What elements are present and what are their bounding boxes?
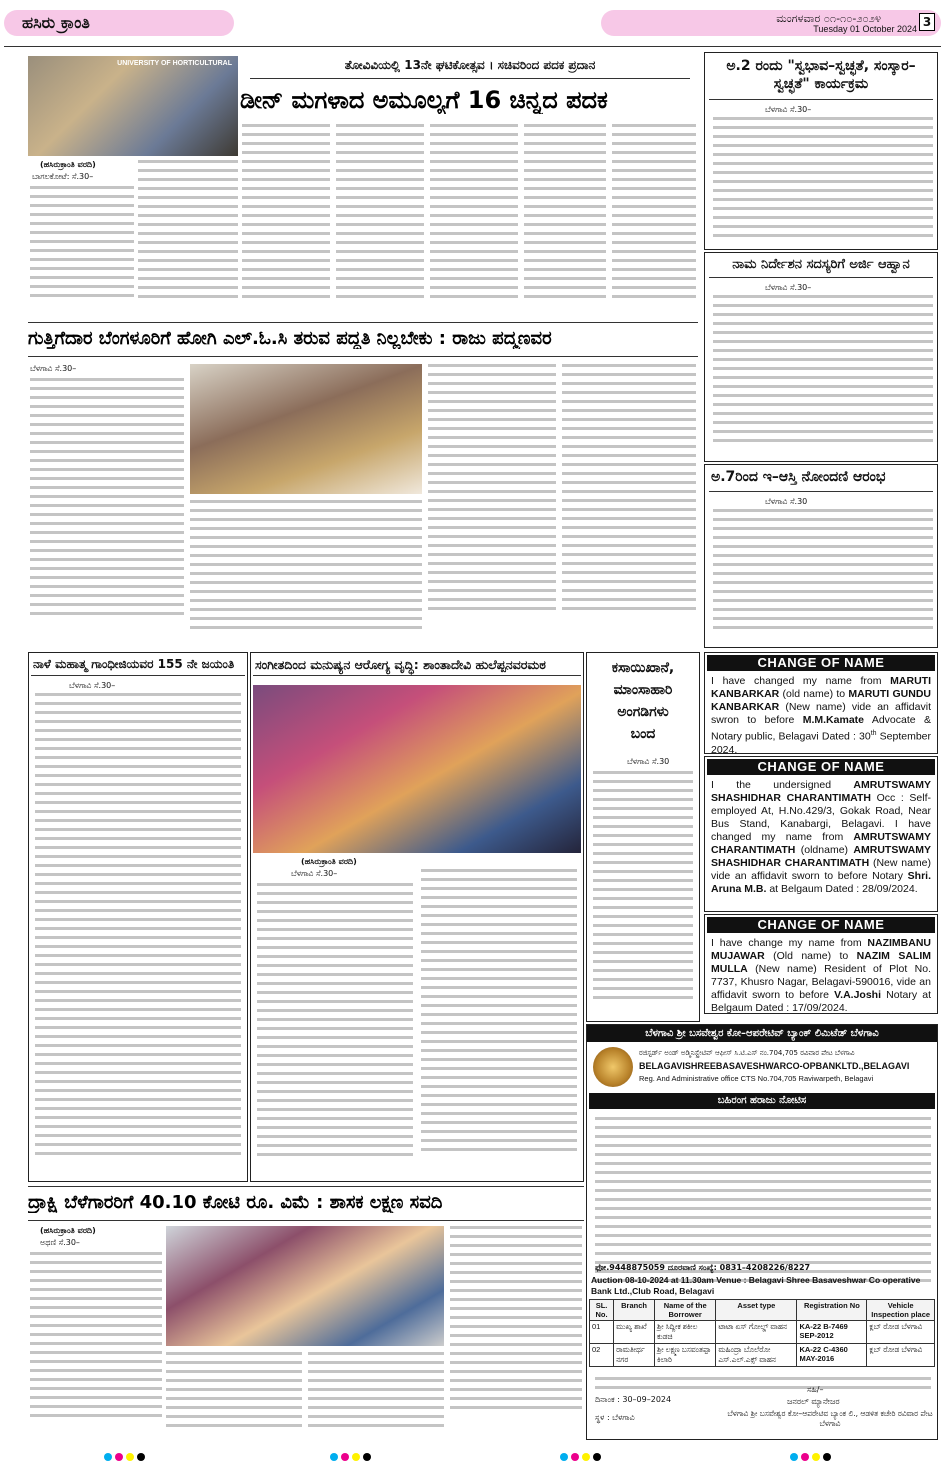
bank-reg-en: Reg. And Administrative office CTS No.704,705 Raviwarpeth, Belagavi bbox=[639, 1074, 874, 1083]
story9-column-3 bbox=[308, 1352, 444, 1434]
header-rule bbox=[4, 46, 941, 47]
notice-3-title: CHANGE OF NAME bbox=[707, 917, 935, 933]
magenta-dot bbox=[571, 1453, 579, 1461]
story8-box bbox=[586, 652, 700, 1022]
table-row bbox=[590, 1344, 935, 1367]
notice-1-old-name: MARUTI KANBARKAR bbox=[711, 675, 931, 700]
yellow-dot bbox=[126, 1453, 134, 1461]
registration-marks-3 bbox=[560, 1446, 604, 1465]
story3-body bbox=[713, 295, 933, 448]
story8-dateline: ಬೆಳಗಾವಿ ಸೆ.30 bbox=[627, 757, 670, 766]
story9-credit: (ಹಸಿರುಕ್ರಾಂತಿ ವರದಿ) bbox=[40, 1226, 96, 1235]
auction-table-header bbox=[590, 1300, 935, 1321]
story8-body bbox=[593, 771, 693, 1005]
notice-2-text-part: (oldname) bbox=[795, 844, 854, 856]
table-row bbox=[590, 1321, 935, 1344]
notice-1-text-part: (New name) vide an affidavit swron to before bbox=[711, 701, 931, 726]
yellow-dot bbox=[352, 1453, 360, 1461]
bank-notice-title: ಬಹಿರಂಗ ಹರಾಜು ನೋಟಿಸ bbox=[589, 1093, 935, 1109]
story8-headline bbox=[587, 653, 699, 749]
notice-2-text-part: (New name) vide an affidavit sworn to before Notary bbox=[711, 857, 931, 882]
table-cell: ಮುಖ್ಯ ಶಾಖೆ bbox=[614, 1321, 655, 1344]
table-cell: KA-22 B-7469 SEP-2012 bbox=[797, 1321, 867, 1344]
auction-table-wrap bbox=[589, 1299, 935, 1367]
story6-body bbox=[35, 693, 241, 1161]
story8-headline-line2: ಮಾಂಸಾಹಾರಿ bbox=[613, 682, 673, 698]
seminar-photo bbox=[190, 364, 422, 494]
story4-dateline: ಬೆಳಗಾವಿ ಸೆ.30– bbox=[30, 364, 77, 373]
story4-bottom-rule bbox=[28, 356, 698, 357]
notice-1-text-part: I have changed my name from bbox=[711, 675, 891, 687]
registration-marks-2 bbox=[330, 1446, 374, 1465]
story3-rule bbox=[709, 277, 933, 278]
story7-box bbox=[250, 652, 584, 1182]
table-cell: ಶ್ರೀ ಸಿದ್ದೀಕ ಶಕೀಲ ಕುಡಚಿ bbox=[655, 1321, 716, 1344]
notice-2-text-part: I the undersigned bbox=[711, 779, 854, 791]
notice-2-old-name: AMRUTSWAMY CHARANTIMATH bbox=[711, 831, 931, 856]
bank-contact: ಫೋ.9448875059 ದೂರವಾಣಿ ಸಂಖ್ಯೆ: 0831–4208226/8227 bbox=[595, 1263, 811, 1272]
photo-banner-text: UNIVERSITY OF HORTICULTURAL bbox=[117, 60, 232, 67]
story7-rule bbox=[253, 675, 581, 676]
story9-top-rule bbox=[28, 1186, 584, 1187]
table-cell: 02 bbox=[590, 1344, 614, 1367]
bank-title-en: BELAGAVISHREEBASAVESHWARCO-OPBANKLTD.,BELAGAVI bbox=[639, 1061, 910, 1071]
col-inspection: Vehicle Inspection place bbox=[867, 1300, 935, 1321]
music-event-photo bbox=[253, 685, 581, 853]
bank-notice-date: ದಿನಾಂಕ : 30–09–2024 bbox=[595, 1395, 672, 1404]
registration-marks-1 bbox=[104, 1446, 148, 1465]
page-number: 3 bbox=[919, 13, 935, 31]
bank-notice-place: ಸ್ಥಳ : ಬೆಳಗಾವಿ bbox=[595, 1413, 635, 1422]
story7-column-2 bbox=[421, 869, 577, 1157]
notice-1-text bbox=[705, 673, 937, 759]
col-registration: Registration No bbox=[797, 1300, 867, 1321]
story9-column-2 bbox=[166, 1352, 302, 1434]
story1-column-4 bbox=[336, 124, 424, 316]
magenta-dot bbox=[341, 1453, 349, 1461]
bank-notice-footer-text bbox=[595, 1377, 931, 1395]
masthead bbox=[4, 4, 941, 44]
notice-1-title: CHANGE OF NAME bbox=[707, 655, 935, 671]
story3-headline: ನಾಮ ನಿರ್ದೇಶನ ಸದಸ್ಯರಿಗೆ ಅರ್ಜಿ ಆಹ್ವಾನ bbox=[732, 257, 910, 272]
story1-column-1 bbox=[30, 186, 134, 316]
story9-column-4 bbox=[450, 1226, 582, 1434]
story2-body bbox=[713, 117, 933, 243]
story4-column-1 bbox=[30, 378, 184, 646]
paper-name: ಹಸಿರು ಕ್ರಾಂತಿ bbox=[22, 13, 90, 32]
story8-headline-line4: ಬಂದ bbox=[630, 726, 656, 742]
date-kannada: ಮಂಗಳವಾರ ೦೧-೧೦-೨೦೨೪ bbox=[776, 12, 881, 25]
story4-headline: ಗುತ್ತಿಗೆದಾರ ಬೆಂಗಳೂರಿಗೆ ಹೋಗಿ ಎಲ್.ಓ.ಸಿ ತರುವ ಪದ್ಧತಿ ನಿಲ್ಲಬೇಕು : ರಾಜು ಪದ್ಮಣವರ bbox=[28, 328, 552, 349]
story5-body bbox=[713, 509, 933, 635]
notice-1-sup: th bbox=[870, 730, 877, 737]
table-cell: ಶ್ರೀ ಲಕ್ಷ್ಮಣ ಬಸವಂತಪ್ಪಾ ಕಿಲಾರಿ bbox=[655, 1344, 716, 1367]
notice-2-notary: Shri. Aruna M.B. bbox=[711, 870, 931, 895]
notice-1-new-name: MARUTI GUNDU KANBARKAR bbox=[711, 688, 931, 713]
cyan-dot bbox=[330, 1453, 338, 1461]
story7-column-1 bbox=[257, 883, 413, 1162]
notice-3-text-part: Notary at Belgaum Dated : 17/09/2024. bbox=[711, 989, 931, 1014]
story9-headline: ದ್ರಾಕ್ಷಿ ಬೆಳೆಗಾರರಿಗೆ 40.10 ಕೋಟಿ ರೂ. ವಿಮೆ : ಶಾಸಕ ಲಕ್ಷ್ಮಣ ಸವದಿ bbox=[28, 1192, 443, 1213]
date-english: Tuesday 01 October 2024 bbox=[813, 24, 917, 34]
story8-headline-line3: ಅಂಗಡಿಗಳು bbox=[617, 704, 669, 720]
cyan-dot bbox=[104, 1453, 112, 1461]
registration-marks-4 bbox=[790, 1446, 834, 1465]
notice-3-old-name: NAZIMBANU MUJAWAR bbox=[711, 937, 931, 962]
bank-signed: ಸಹಿ/– bbox=[807, 1385, 824, 1394]
black-dot bbox=[363, 1453, 371, 1461]
story1-column-5 bbox=[430, 124, 518, 316]
table-cell: ಕ್ಲಬ್ ರೋಡ ಬೆಳಗಾವಿ bbox=[867, 1321, 935, 1344]
magenta-dot bbox=[115, 1453, 123, 1461]
story8-headline-line1: ಕಸಾಯಿಖಾನೆ, bbox=[611, 660, 675, 676]
story2-dateline: ಬೆಳಗಾವಿ ಸೆ.30– bbox=[765, 105, 812, 114]
auction-line: Auction 08-10-2024 at 11.30am Venue : Belagavi Shree Basaveshwar Co operative Bank Ltd.,Club Road, Belagavi bbox=[591, 1275, 921, 1296]
notice-3-text bbox=[705, 935, 937, 1017]
notice-2-new-name: AMRUTSWAMY SHASHIDHAR CHARANTIMATH bbox=[711, 844, 931, 869]
notice-1-text-part: September 2024. bbox=[711, 730, 931, 756]
story7-credit: (ಹಸಿರುಕ್ರಾಂತಿ ವರದಿ) bbox=[301, 857, 357, 866]
story1-column-2 bbox=[138, 160, 238, 316]
notice-3-text-part: (New name) Resident of Plot No. 7737, Khusro Nagar, Belagavi-590016, vide an affidavit sworn to before bbox=[711, 963, 931, 1001]
notice-2 bbox=[704, 756, 938, 912]
bank-reg-kn: ರಜಿಸ್ಟರ್ಡ್ ಅಂಡ್ ಅಡ್ಮಿನಿಸ್ಟ್ರೇಟಿವ್ ಆಫೀಸ್ ಸಿ.ಟಿ.ಎಸ್ ನಂ.704,705 ರವಿವಾರ ಪೇಟ ಬೆಳಗಾವಿ bbox=[639, 1049, 855, 1057]
story9-bottom-rule bbox=[28, 1220, 584, 1221]
notice-2-text-part: Occ : Self-employed At, H.No.429/3, Gokak Road, Near Bus Stand, Kanabargi, Belagavi. I have changed my name from bbox=[711, 792, 931, 843]
cyan-dot bbox=[790, 1453, 798, 1461]
black-dot bbox=[593, 1453, 601, 1461]
notice-2-text-part: at Belgaum Dated : 28/09/2024. bbox=[766, 883, 918, 895]
col-sl: SL. No. bbox=[590, 1300, 614, 1321]
bank-signatory: ಜನರಲ್ ಮ್ಯಾನೇಜರ bbox=[787, 1397, 840, 1406]
table-cell: ಟಾಟಾ ಏಸ್ ಗೋಲ್ಡ್ ವಾಹನ bbox=[716, 1321, 797, 1344]
bank-signatory-org: ಬೆಳಗಾವಿ ಶ್ರೀ ಬಸವೇಶ್ವರ ಕೋ–ಆಪರೇಟಿವ ಬ್ಯಾಂಕ ಲಿ., ಆಡಳಿತ ಕಚೇರಿ ರವಿವಾರ ಪೇಟ ಬೆಳಗಾವಿ bbox=[727, 1409, 933, 1428]
notice-2-text bbox=[705, 777, 937, 898]
notice-3 bbox=[704, 914, 938, 1014]
story2-rule bbox=[709, 99, 933, 100]
crop-insurance-photo bbox=[166, 1226, 444, 1346]
story5-headline: ಅ.7ರಿಂದ ಇ–ಆಸ್ತಿ ನೋಂದಣಿ ಆರಂಭ bbox=[711, 469, 886, 485]
yellow-dot bbox=[812, 1453, 820, 1461]
story9-column-1 bbox=[30, 1252, 162, 1434]
table-cell: ಮಹಿಂದ್ರಾ ಬೊಲೆರೋ ಎಸ್.ಎಲ್.ಎಕ್ಸ್ ವಾಹನ bbox=[716, 1344, 797, 1367]
table-cell: 01 bbox=[590, 1321, 614, 1344]
notice-3-text-part: (Old name) to bbox=[764, 950, 857, 962]
notice-1-text-part: (old name) to bbox=[779, 688, 849, 700]
story4-column-3 bbox=[428, 364, 556, 646]
bank-logo bbox=[593, 1047, 633, 1087]
notice-1-text-part: Advocate & Notary public, Belagavi Dated : 30 bbox=[711, 714, 931, 743]
table-cell: ಕ್ಲಬ್ ರೋಡ ಬೆಳಗಾವಿ bbox=[867, 1344, 935, 1367]
story1-column-6 bbox=[524, 124, 606, 316]
table-cell: ರಾಮತೀರ್ಥ ನಗರ bbox=[614, 1344, 655, 1367]
story6-rule bbox=[31, 675, 245, 676]
yellow-dot bbox=[582, 1453, 590, 1461]
story6-headline: ನಾಳೆ ಮಹಾತ್ಮ ಗಾಂಧೀಜಿಯವರ 155 ನೇ ಜಯಂತಿ bbox=[33, 657, 235, 671]
story7-headline: ಸಂಗೀತದಿಂದ ಮನುಷ್ಯನ ಆರೋಗ್ಯ ವೃದ್ಧಿ: ಶಾಂತಾದೇವಿ ಹುಲೆಪ್ಪನವರಮಠ bbox=[255, 657, 546, 672]
story5-dateline: ಬೆಳಗಾವಿ ಸೆ.30 bbox=[765, 497, 808, 506]
story1-column-3 bbox=[242, 124, 330, 316]
story2-box bbox=[704, 52, 938, 250]
story1-headline: ಡೀನ್ ಮಗಳಾದ ಅಮೂಲ್ಯಗೆ 16 ಚಿನ್ನದ ಪದಕ bbox=[240, 86, 608, 114]
story3-dateline: ಬೆಳಗಾವಿ ಸೆ.30– bbox=[765, 283, 812, 292]
story2-headline: ಅ.2 ರಂದು "ಸ್ವಭಾವ–ಸ್ವಚ್ಛತೆ, ಸಂಸ್ಕಾರ–ಸ್ವಚ್ಛತೆ" ಕಾರ್ಯಕ್ರಮ bbox=[726, 58, 916, 92]
black-dot bbox=[137, 1453, 145, 1461]
story9-dateline: ಅಥಣಿ ಸೆ.30– bbox=[40, 1238, 80, 1247]
auction-table bbox=[589, 1299, 935, 1367]
story5-box bbox=[704, 464, 938, 648]
story4-column-4 bbox=[562, 364, 696, 646]
story6-dateline: ಬೆಳಗಾವಿ ಸೆ.30– bbox=[69, 681, 116, 690]
cyan-dot bbox=[560, 1453, 568, 1461]
notice-2-name: AMRUTSWAMY SHASHIDHAR CHARANTIMATH bbox=[711, 779, 931, 804]
story1-credit: (ಹಸಿರುಕ್ರಾಂತಿ ವರದಿ) bbox=[40, 160, 96, 169]
bank-auction-notice bbox=[586, 1024, 938, 1440]
story4-column-2 bbox=[190, 500, 422, 646]
notice-3-new-name: NAZIM SALIM MULLA bbox=[711, 950, 931, 975]
story6-box bbox=[28, 652, 248, 1182]
col-borrower: Name of the Borrower bbox=[655, 1300, 716, 1321]
magenta-dot bbox=[801, 1453, 809, 1461]
story1-kicker-rule bbox=[250, 78, 690, 79]
story4-top-rule bbox=[28, 322, 698, 323]
notice-1-advocate: M.M.Kamate bbox=[802, 714, 864, 726]
notice-3-text-part: I have change my name from bbox=[711, 937, 868, 949]
table-cell: KA-22 C-4360 MAY-2016 bbox=[797, 1344, 867, 1367]
notice-1 bbox=[704, 652, 938, 754]
story1-kicker: ತೋವಿವಿಯಲ್ಲಿ 13ನೇ ಘಟಿಕೋತ್ಸವ । ಸಚಿವರಿಂದ ಪದಕ ಪ್ರದಾನ bbox=[344, 58, 596, 72]
story5-rule bbox=[709, 491, 933, 492]
story3-box bbox=[704, 252, 938, 462]
notice-3-notary: V.A.Joshi bbox=[834, 989, 882, 1001]
convocation-photo bbox=[28, 56, 238, 156]
bank-title-kn: ಬೆಳಗಾವಿ ಶ್ರೀ ಬಸವೇಶ್ವರ ಕೋ–ಆಪರೇಟಿವ್ ಬ್ಯಾಂಕ್ ಲಿಮಿಟೆಡ್ ಬೆಳಗಾವಿ bbox=[587, 1025, 937, 1042]
notice-2-title: CHANGE OF NAME bbox=[707, 759, 935, 775]
col-branch: Branch bbox=[614, 1300, 655, 1321]
black-dot bbox=[823, 1453, 831, 1461]
story1-column-7 bbox=[612, 124, 696, 316]
story1-dateline: ಬಾಗಲಕೋಟೆ: ಸೆ.30– bbox=[32, 172, 94, 181]
col-asset: Asset type bbox=[716, 1300, 797, 1321]
story7-dateline: ಬೆಳಗಾವಿ ಸೆ.30– bbox=[291, 869, 338, 878]
